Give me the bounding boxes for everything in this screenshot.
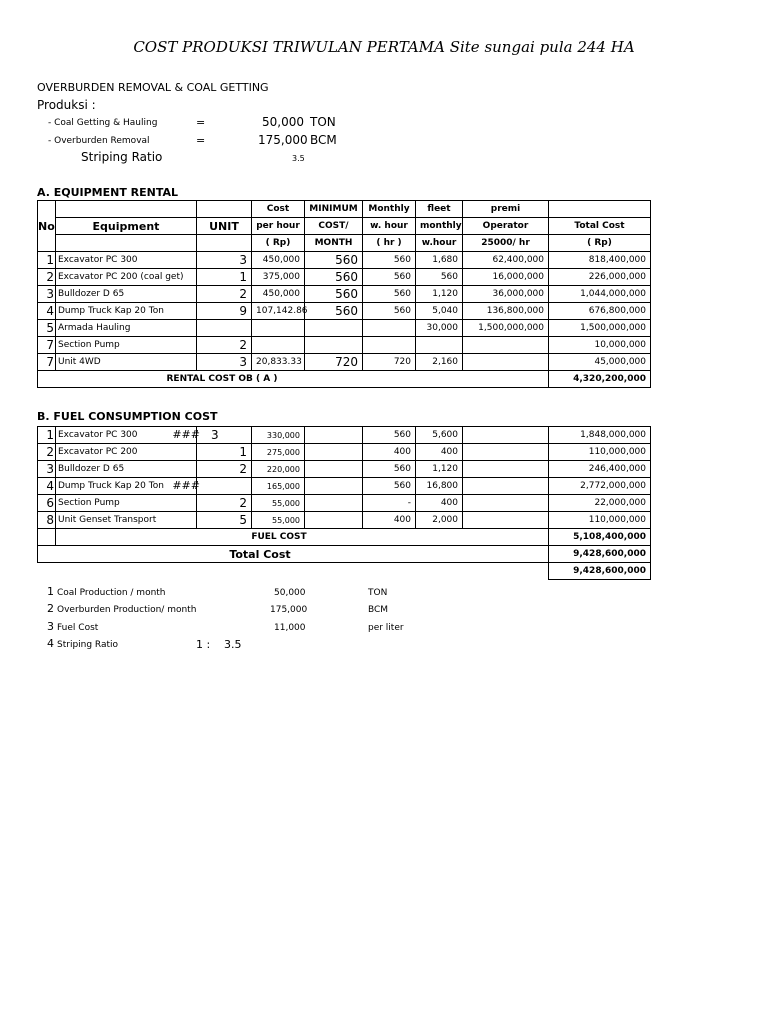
row-monthly	[363, 320, 416, 337]
row-equipment-label: Armada Hauling	[58, 323, 131, 333]
row-equipment	[56, 286, 197, 303]
row-cost: 330,000	[252, 427, 305, 444]
row-unit: 1	[197, 444, 252, 461]
unit-header-bottom	[197, 235, 252, 252]
fuel-cost-row	[38, 529, 651, 546]
row-equipment-label: Section Pump	[58, 340, 120, 350]
table-header-row-1	[38, 201, 651, 218]
section-a-heading: A. EQUIPMENT RENTAL	[37, 186, 179, 199]
rental-total-row	[38, 371, 651, 388]
row-fleet: 2,160	[416, 354, 463, 371]
unit-header-top	[197, 201, 252, 218]
row-total: 110,000,000	[549, 512, 651, 529]
row-no: 3	[38, 286, 56, 303]
grand-total-value: 9,428,600,000	[549, 563, 651, 580]
row-blank	[463, 444, 549, 461]
row-fleet: 5,600	[416, 427, 463, 444]
table-row	[38, 303, 651, 320]
rental-total-label	[38, 371, 549, 388]
section-heading: OVERBURDEN REMOVAL & COAL GETTING	[37, 81, 269, 94]
row-blank	[463, 478, 549, 495]
row-equipment-label: Unit 4WD	[58, 357, 101, 367]
row-unit: 3	[197, 252, 252, 269]
row-cost: 375,000	[252, 269, 305, 286]
row-unit: 2	[197, 495, 252, 512]
row-cost	[252, 337, 305, 354]
row-no: 7	[38, 354, 56, 371]
row-cost: 20,833.33	[252, 354, 305, 371]
table-row	[38, 320, 651, 337]
row-no: 1	[38, 427, 56, 444]
row-cost: 165,000	[252, 478, 305, 495]
rental-total-label-text: RENTAL COST OB ( A )	[166, 374, 278, 384]
row-no: 2	[38, 444, 56, 461]
table-row	[38, 444, 651, 461]
row-minimum: 560	[305, 286, 363, 303]
row-hash: ###	[172, 479, 200, 492]
row-equipment	[56, 461, 197, 478]
row-total: 246,400,000	[549, 461, 651, 478]
row-equipment	[56, 337, 197, 354]
row-blank	[305, 444, 363, 461]
minimum-header-3: MONTH	[305, 235, 363, 252]
row-cost: 450,000	[252, 286, 305, 303]
summary-no: 2	[47, 602, 54, 615]
table-row	[38, 286, 651, 303]
row-minimum	[305, 320, 363, 337]
row-premi: 136,800,000	[463, 303, 549, 320]
row-equipment-label: Unit Genset Transport	[58, 515, 157, 525]
total-cost-value: 9,428,600,000	[549, 546, 651, 563]
row-monthly: 560	[363, 461, 416, 478]
fuel-cost-value: 5,108,400,000	[549, 529, 651, 546]
row-equipment	[56, 427, 200, 444]
row-fleet: 30,000	[416, 320, 463, 337]
summary-no: 3	[47, 620, 54, 633]
summary-unit: BCM	[368, 605, 389, 615]
row-no: 6	[38, 495, 56, 512]
row-equipment	[56, 478, 200, 495]
row-equipment-label: Dump Truck Kap 20 Ton	[58, 306, 164, 316]
table-row	[38, 461, 651, 478]
row-minimum: 720	[305, 354, 363, 371]
total-header-1	[549, 201, 651, 218]
summary-label: Fuel Cost	[57, 623, 99, 633]
monthly-header-1: Monthly	[363, 201, 416, 218]
row-cost: 55,000	[252, 512, 305, 529]
row-equipment	[56, 269, 197, 286]
row-monthly: 560	[363, 269, 416, 286]
production-value-overburden: 175,000	[258, 133, 308, 147]
row-total: 818,400,000	[549, 252, 651, 269]
row-blank	[305, 478, 363, 495]
row-monthly: 560	[363, 427, 416, 444]
row-blank	[463, 495, 549, 512]
row-premi	[463, 337, 549, 354]
row-fleet: 16,800	[416, 478, 463, 495]
minimum-header-2: COST/	[305, 218, 363, 235]
row-equipment	[56, 320, 197, 337]
row-fleet	[416, 337, 463, 354]
minimum-header-1: MINIMUM	[305, 201, 363, 218]
row-monthly: 560	[363, 303, 416, 320]
production-eq-coal: =	[196, 116, 206, 129]
row-equipment-label: Bulldozer D 65	[58, 464, 125, 474]
row-unit: 5	[197, 512, 252, 529]
summary-no: 4	[47, 637, 54, 650]
fleet-header-2: monthly	[416, 218, 463, 235]
row-monthly: 400	[363, 444, 416, 461]
premi-header-2: Operator	[463, 218, 549, 235]
production-value-coal: 50,000	[262, 115, 304, 129]
row-cost: 55,000	[252, 495, 305, 512]
row-fleet: 5,040	[416, 303, 463, 320]
row-no: 3	[38, 461, 56, 478]
summary-label: Striping Ratio	[57, 640, 119, 650]
row-no: 1	[38, 252, 56, 269]
row-cost: 107,142.86	[252, 303, 305, 320]
row-fleet: 1,120	[416, 461, 463, 478]
premi-header-3: 25000/ hr	[463, 235, 549, 252]
summary-value: 1 :	[196, 638, 211, 651]
total-header-3: ( Rp)	[549, 235, 651, 252]
summary-no: 1	[47, 585, 54, 598]
fleet-header-1: fleet	[416, 201, 463, 218]
row-premi: 16,000,000	[463, 269, 549, 286]
cost-header-1: Cost	[252, 201, 305, 218]
total-cost-row	[38, 546, 651, 563]
summary-label: Overburden Production/ month	[57, 605, 197, 615]
total-cost-label	[38, 546, 549, 563]
monthly-header-2: w. hour	[363, 218, 416, 235]
table-row	[38, 337, 651, 354]
fuel-cost-label	[56, 529, 549, 546]
row-no: 2	[38, 269, 56, 286]
production-eq-overburden: =	[196, 134, 206, 147]
row-premi	[463, 354, 549, 371]
row-total: 676,800,000	[549, 303, 651, 320]
fleet-header-3: w.hour	[416, 235, 463, 252]
grand-total-row	[38, 563, 651, 580]
row-premi: 1,500,000,000	[463, 320, 549, 337]
row-monthly	[363, 337, 416, 354]
summary-unit: per liter	[368, 623, 404, 633]
table-row	[38, 495, 651, 512]
row-unit: 9	[197, 303, 252, 320]
row-cost: 450,000	[252, 252, 305, 269]
table-row	[38, 427, 651, 444]
produksi-label: Produksi :	[37, 98, 96, 112]
row-blank	[463, 461, 549, 478]
production-unit-coal: TON	[310, 115, 336, 129]
summary-unit: 3.5	[224, 638, 242, 651]
row-total: 226,000,000	[549, 269, 651, 286]
row-blank	[305, 427, 363, 444]
row-unit: 3	[197, 354, 252, 371]
row-fleet: 2,000	[416, 512, 463, 529]
row-monthly: 400	[363, 512, 416, 529]
row-no: 4	[38, 303, 56, 320]
unit-header: UNIT	[197, 218, 252, 235]
row-hash: ###	[172, 428, 200, 441]
table-row	[38, 478, 651, 495]
row-unit: 2	[197, 286, 252, 303]
fuel-cost-label-text: FUEL COST	[251, 532, 307, 542]
row-no: 4	[38, 478, 56, 495]
row-equipment-label: Excavator PC 200	[58, 447, 138, 457]
no-header: No	[38, 219, 55, 233]
production-unit-overburden: BCM	[310, 133, 337, 147]
no-header-top	[38, 201, 56, 218]
table-header-row-3	[38, 235, 651, 252]
total-cost-label-text: Total Cost	[229, 547, 291, 561]
row-equipment-label: Excavator PC 300	[58, 255, 138, 265]
row-unit: 2	[197, 461, 252, 478]
row-blank	[305, 461, 363, 478]
row-equipment	[56, 354, 197, 371]
row-cost: 220,000	[252, 461, 305, 478]
summary-unit: TON	[368, 588, 388, 598]
row-monthly: 560	[363, 252, 416, 269]
row-fleet: 560	[416, 269, 463, 286]
row-total: 1,044,000,000	[549, 286, 651, 303]
table-row	[38, 512, 651, 529]
row-total: 2,772,000,000	[549, 478, 651, 495]
row-total: 10,000,000	[549, 337, 651, 354]
summary-value: 175,000	[270, 605, 308, 615]
summary-value: 50,000	[274, 588, 306, 598]
row-premi: 62,400,000	[463, 252, 549, 269]
row-fleet: 400	[416, 495, 463, 512]
fuel-cost-blank	[38, 529, 56, 546]
monthly-header-3: ( hr )	[363, 235, 416, 252]
row-equipment-label: Excavator PC 200 (coal get)	[58, 272, 184, 282]
table-row	[38, 354, 651, 371]
equipment-rental-table	[37, 200, 651, 388]
row-monthly: -	[363, 495, 416, 512]
striping-label: Striping Ratio	[81, 150, 163, 164]
row-unit: 2	[197, 337, 252, 354]
row-minimum: 560	[305, 303, 363, 320]
section-b-heading: B. FUEL CONSUMPTION COST	[37, 410, 218, 423]
table-header-row-2	[38, 218, 651, 235]
row-fleet: 1,680	[416, 252, 463, 269]
row-blank	[463, 512, 549, 529]
row-unit: 1	[197, 269, 252, 286]
row-equipment	[56, 444, 197, 461]
row-total: 1,848,000,000	[549, 427, 651, 444]
cost-header-3: ( Rp)	[252, 235, 305, 252]
cost-header-2: per hour	[252, 218, 305, 235]
row-blank	[305, 512, 363, 529]
equipment-header-bottom	[56, 235, 197, 252]
production-label-coal: - Coal Getting & Hauling	[48, 118, 158, 128]
row-no: 5	[38, 320, 56, 337]
row-unit	[197, 478, 252, 495]
no-header-bottom	[38, 235, 56, 252]
row-minimum: 560	[305, 269, 363, 286]
summary-value: 11,000	[274, 623, 306, 633]
row-equipment-label: Excavator PC 300	[58, 430, 138, 440]
row-equipment	[56, 495, 197, 512]
row-cost	[252, 320, 305, 337]
total-header-2: Total Cost	[549, 218, 651, 235]
row-cost: 275,000	[252, 444, 305, 461]
rental-total-value: 4,320,200,000	[549, 371, 651, 388]
row-minimum: 560	[305, 252, 363, 269]
page-title: COST PRODUKSI TRIWULAN PERTAMA Site sungai pula 244 HA	[133, 38, 635, 56]
equipment-header: Equipment	[56, 218, 197, 235]
equipment-header-top	[56, 201, 197, 218]
row-fleet: 1,120	[416, 286, 463, 303]
row-total: 110,000,000	[549, 444, 651, 461]
table-row	[38, 269, 651, 286]
row-equipment	[56, 303, 197, 320]
row-minimum	[305, 337, 363, 354]
row-premi: 36,000,000	[463, 286, 549, 303]
row-unit	[197, 320, 252, 337]
row-total: 22,000,000	[549, 495, 651, 512]
grand-total-blank	[38, 563, 549, 580]
table-row	[38, 252, 651, 269]
row-blank	[305, 495, 363, 512]
row-monthly: 560	[363, 478, 416, 495]
striping-value: 3.5	[292, 154, 305, 163]
row-equipment	[56, 252, 197, 269]
row-monthly: 560	[363, 286, 416, 303]
row-monthly: 720	[363, 354, 416, 371]
production-label-overburden: - Overburden Removal	[48, 136, 150, 146]
row-fleet: 400	[416, 444, 463, 461]
premi-header-1: premi	[463, 201, 549, 218]
row-total: 45,000,000	[549, 354, 651, 371]
row-no: 8	[38, 512, 56, 529]
row-equipment-label: Section Pump	[58, 498, 120, 508]
summary-label: Coal Production / month	[57, 588, 166, 598]
row-equipment-label: Bulldozer D 65	[58, 289, 125, 299]
row-total: 1,500,000,000	[549, 320, 651, 337]
row-equipment	[56, 512, 197, 529]
row-blank	[463, 427, 549, 444]
fuel-consumption-table	[37, 426, 651, 580]
row-no: 7	[38, 337, 56, 354]
row-equipment-label: Dump Truck Kap 20 Ton	[58, 481, 164, 491]
row-unit: 3	[197, 427, 252, 444]
